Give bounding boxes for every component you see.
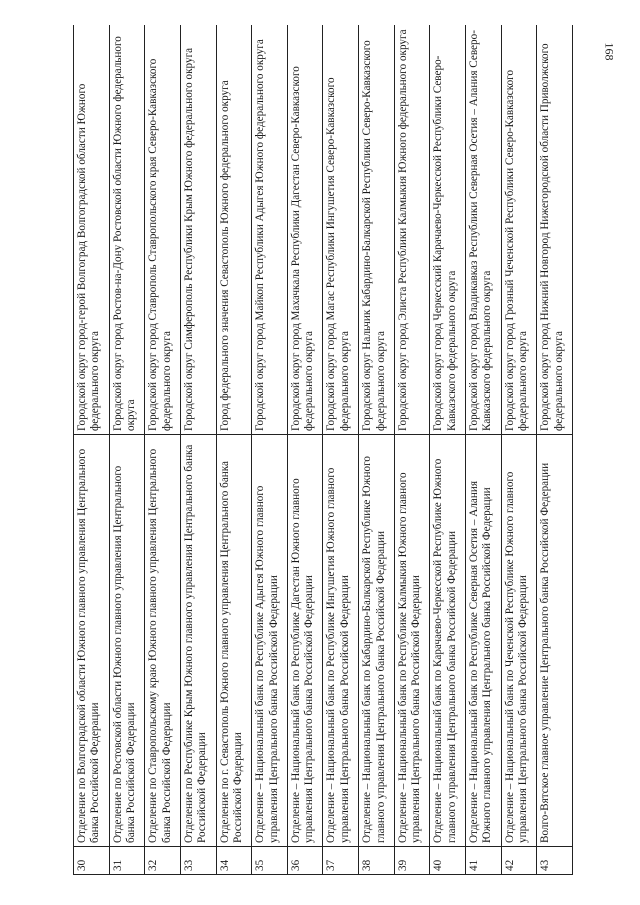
table-body <box>74 25 573 875</box>
territory-name: Город федерального значения Севастополь Южного федерального округа <box>216 25 252 435</box>
department-name: Волго-Вятское главное управление Центрального банка Российской Федерации <box>537 435 573 847</box>
territory-name: Городской округ город Ставрополь Ставропольского края Северо-Кавказского федерального округа <box>145 25 181 435</box>
territory-name: Городской округ город Магас Республики Ингушетия Северо-Кавказского федерального округа <box>323 25 359 435</box>
department-name: Отделение – Национальный банк по Республике Дагестан Южного главного управления Центрального банка Российской Федерации <box>287 435 323 847</box>
row-number: 36 <box>287 847 323 875</box>
row-number: 35 <box>252 847 288 875</box>
branches-table <box>73 25 573 875</box>
department-name: Отделение по Ростовской области Южного главного управления Центрального банка Российской Федерации <box>109 435 145 847</box>
row-number: 34 <box>216 847 252 875</box>
territory-name: Городской округ город Майкоп Республики Адыгея Южного федерального округа <box>252 25 288 435</box>
row-number: 40 <box>430 847 466 875</box>
rotated-table-area <box>73 25 573 875</box>
territory-name: Городской округ город-герой Волгоград Волгоградской области Южного федерального округа <box>74 25 110 435</box>
row-number: 31 <box>109 847 145 875</box>
territory-name: Городской округ город Владикавказ Республики Северная Осетия – Алания Северо-Кавказского федерального округа <box>466 25 502 435</box>
row-number: 41 <box>466 847 502 875</box>
department-name: Отделение – Национальный банк по Республике Адыгея Южного главного управления Центрального банка Российской Федерации <box>252 435 288 847</box>
table-row <box>537 25 573 875</box>
table-row <box>323 25 359 875</box>
row-number: 37 <box>323 847 359 875</box>
department-name: Отделение – Национальный банк по Карачаево-Черкесской Республике Южного главного управления Центрального банка Российской Федерации <box>430 435 466 847</box>
department-name: Отделение – Национальный банк по Республике Северная Осетия – Алания Южного главного управления Центрального банка Российской Федерации <box>466 435 502 847</box>
table-row <box>74 25 110 875</box>
territory-name: Городской округ город Нижний Новгород Нижегородской области Приволжского федерального округа <box>537 25 573 435</box>
department-name: Отделение по г. Севастополь Южного главного управления Центрального банка Российской Федерации <box>216 435 252 847</box>
table-rotator <box>73 25 573 875</box>
department-name: Отделение по Волгоградской области Южного главного управления Центрального банка Российской Федерации <box>74 435 110 847</box>
table-row <box>109 25 145 875</box>
table-row <box>466 25 502 875</box>
table-row <box>252 25 288 875</box>
territory-name: Городской округ город Черкесский Карачаево-Черкесской Республики Северо-Кавказского федерального округа <box>430 25 466 435</box>
row-number: 33 <box>180 847 216 875</box>
page-number: 168 <box>602 42 617 61</box>
territory-name: Городской округ город Грозный Чеченской Республики Северо-Кавказского федерального округа <box>501 25 537 435</box>
row-number: 32 <box>145 847 181 875</box>
row-number: 42 <box>501 847 537 875</box>
table-row <box>145 25 181 875</box>
department-name: Отделение – Национальный банк по Кабардино-Балкарской Республике Южного главного управления Центрального банка Российской Федерации <box>359 435 395 847</box>
territory-name: Городской округ Нальчик Кабардино-Балкарской Республики Северо-Кавказского федерального округа <box>359 25 395 435</box>
row-number: 43 <box>537 847 573 875</box>
table-row <box>394 25 430 875</box>
territory-name: Городской округ город Ростов-на-Дону Ростовской области Южного федерального округа <box>109 25 145 435</box>
row-number: 38 <box>359 847 395 875</box>
department-name: Отделение – Национальный банк по Республике Ингушетия Южного главного управления Центрального банка Российской Федерации <box>323 435 359 847</box>
territory-name: Городской округ Симферополь Республики Крым Южного федерального округа <box>180 25 216 435</box>
department-name: Отделение по Республике Крым Южного главного управления Центрального банка Российской Федерации <box>180 435 216 847</box>
table-row <box>501 25 537 875</box>
department-name: Отделение – Национальный банк по Чеченской Республике Южного главного управления Центрального банка Российской Федерации <box>501 435 537 847</box>
department-name: Отделение – Национальный банк по Республике Калмыкия Южного главного управления Центрального банка Российской Федерации <box>394 435 430 847</box>
territory-name: Городской округ город Махачкала Республики Дагестан Северо-Кавказского федерального округа <box>287 25 323 435</box>
table-row <box>359 25 395 875</box>
department-name: Отделение по Ставропольскому краю Южного главного управления Центрального банка Российской Федерации <box>145 435 181 847</box>
table-row <box>430 25 466 875</box>
table-row <box>180 25 216 875</box>
row-number: 30 <box>74 847 110 875</box>
table-row <box>216 25 252 875</box>
table-row <box>287 25 323 875</box>
territory-name: Городской округ город Элиста Республики Калмыкия Южного федерального округа <box>394 25 430 435</box>
row-number: 39 <box>394 847 430 875</box>
